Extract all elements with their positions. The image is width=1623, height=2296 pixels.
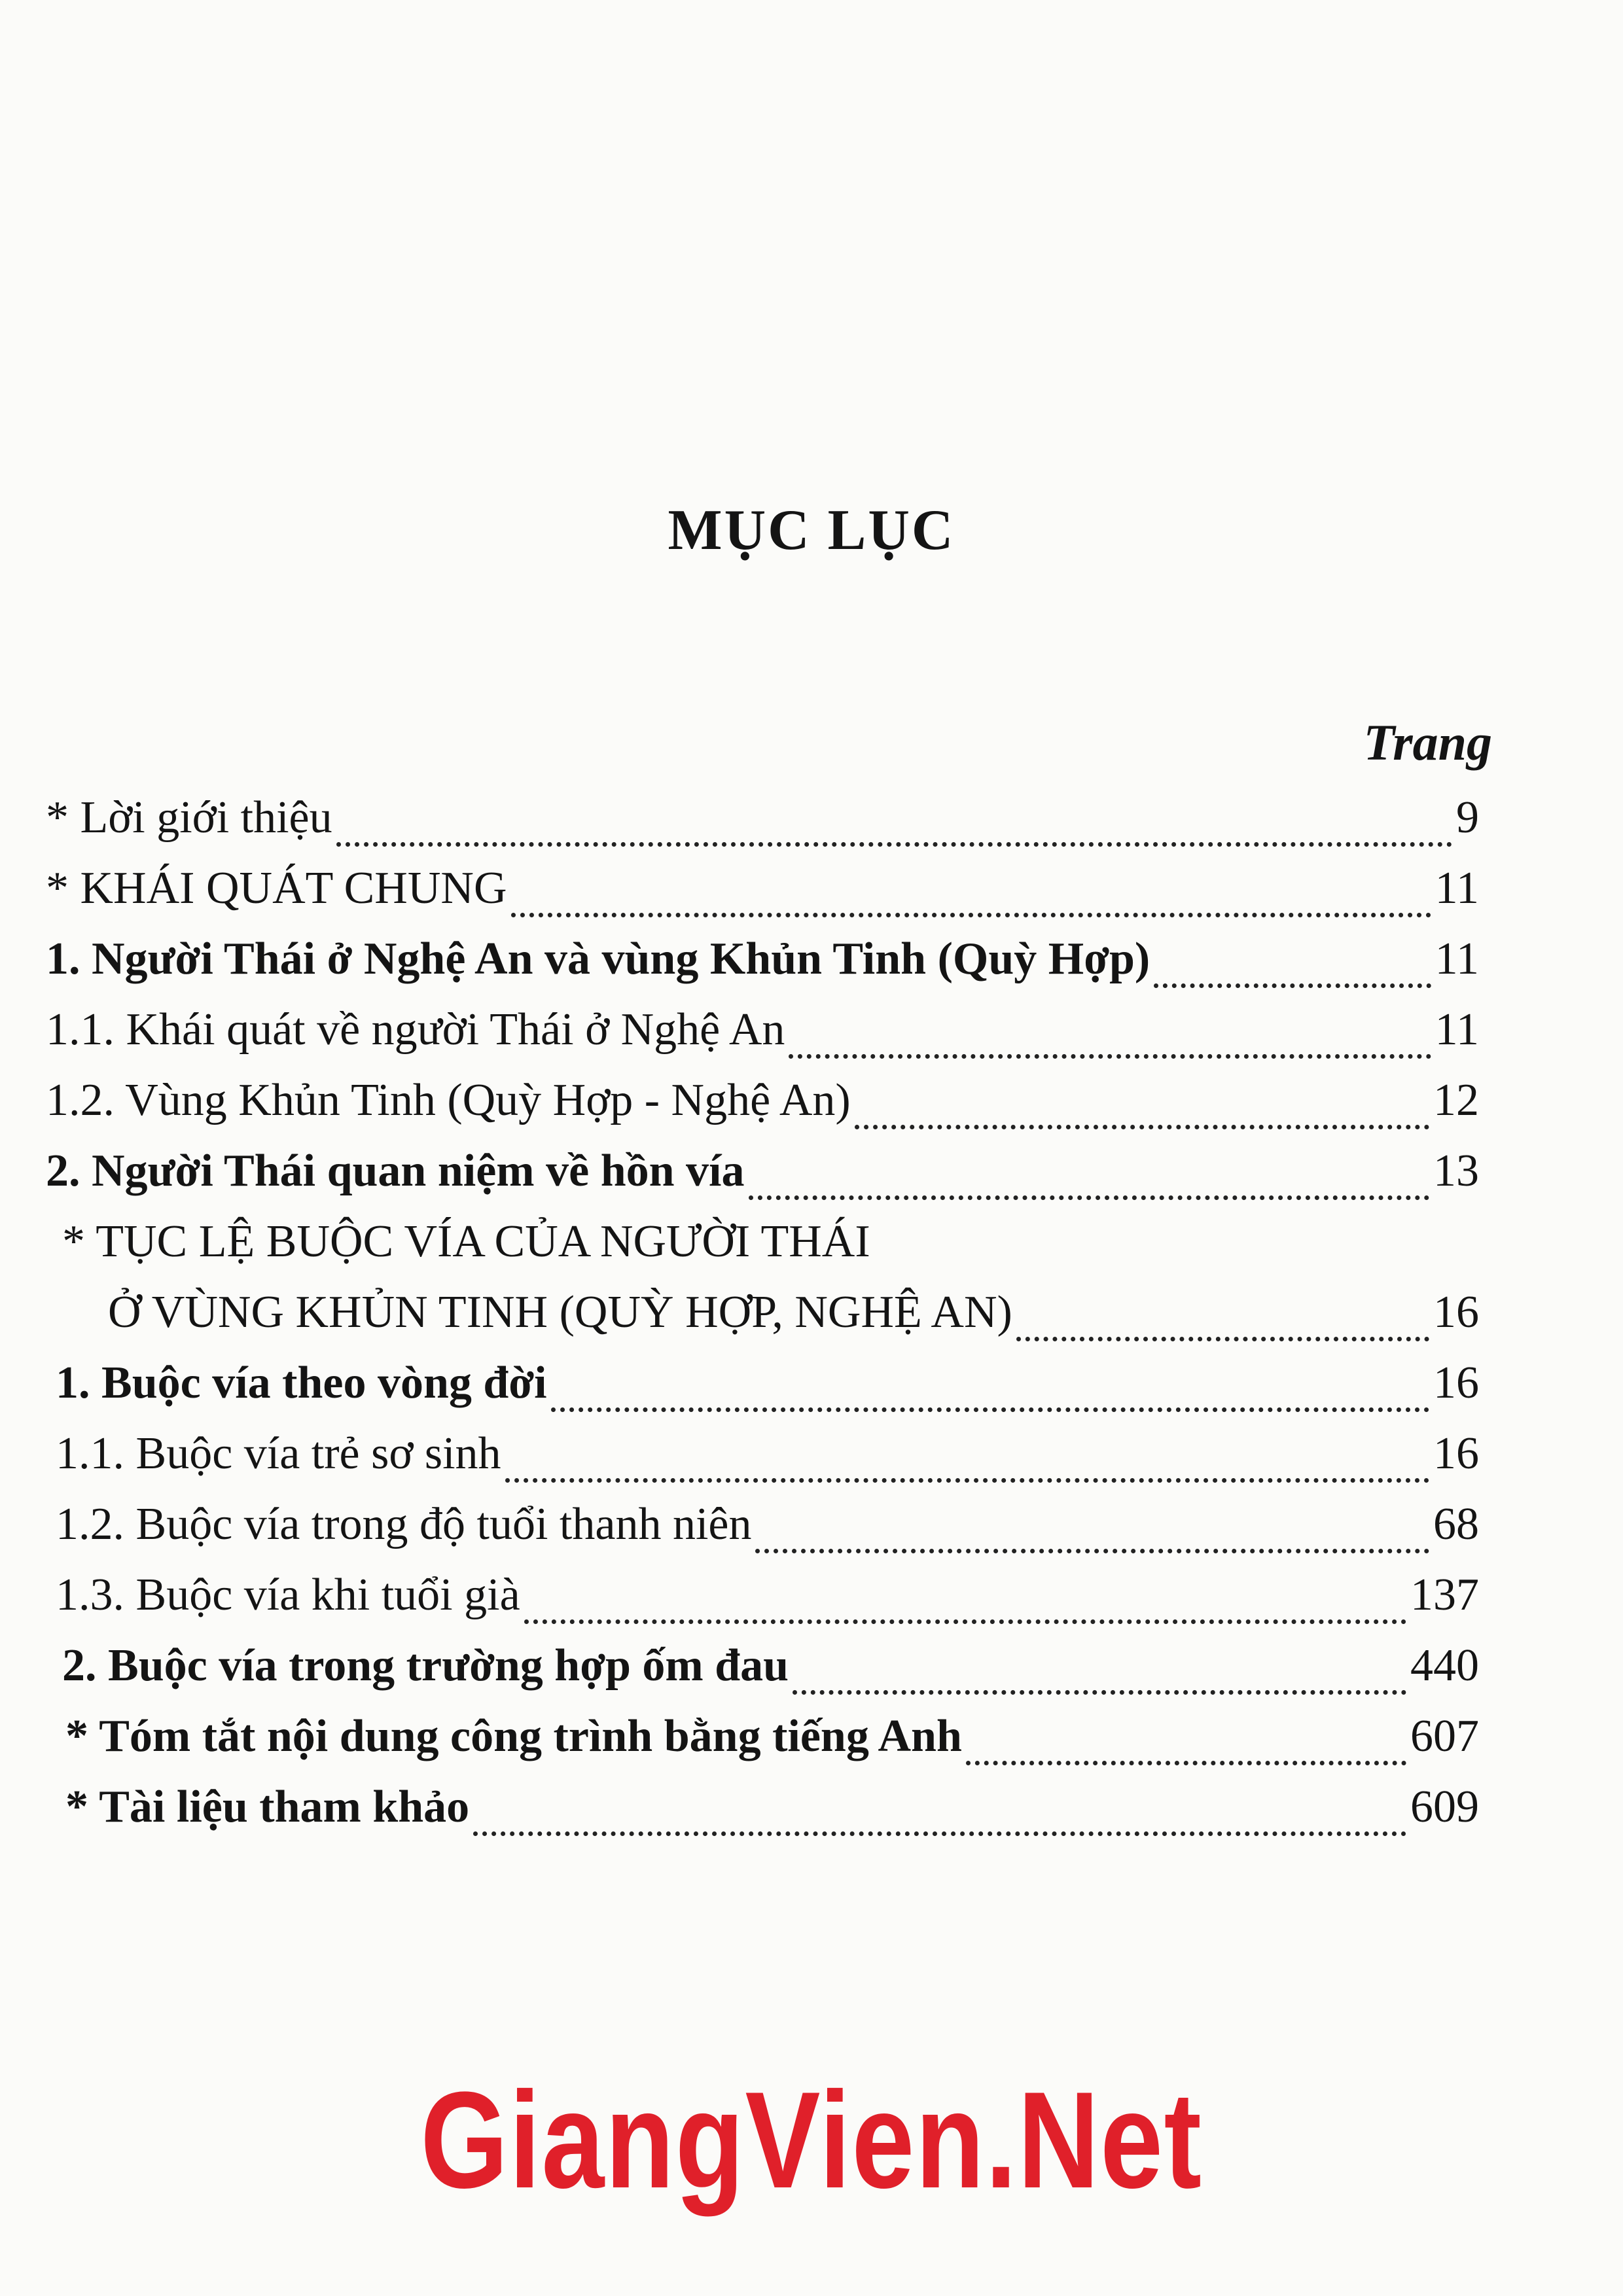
toc-entry — [46, 1640, 1479, 1710]
toc-entry — [46, 792, 1479, 862]
toc-entry-label: 2. Người Thái quan niệm về hồn vía — [46, 1146, 745, 1196]
toc-entry-label: * Lời giới thiệu — [46, 792, 332, 843]
toc-entry-heading-line1 — [46, 1216, 1479, 1286]
toc-entry — [46, 1781, 1479, 1852]
toc-entry-label: 1.2. Vùng Khủn Tinh (Quỳ Hợp - Nghệ An) — [46, 1075, 851, 1125]
dot-leader — [966, 1761, 1406, 1765]
toc-entry — [46, 1498, 1479, 1569]
toc-entry-label: * Tài liệu tham khảo — [65, 1782, 470, 1832]
dot-leader — [789, 1054, 1431, 1059]
dot-leader — [755, 1549, 1429, 1553]
dot-leader — [1154, 983, 1431, 988]
toc-entry — [46, 1428, 1479, 1498]
toc-entry-page: 609 — [1410, 1782, 1479, 1832]
toc-entry-label: 1. Người Thái ở Nghệ An và vùng Khủn Tinh (Quỳ Hợp) — [46, 934, 1150, 984]
dot-leader — [336, 842, 1452, 847]
toc-entry-label: * KHÁI QUÁT CHUNG — [46, 863, 507, 913]
toc-entry — [46, 862, 1479, 933]
toc-entry — [46, 1710, 1479, 1781]
toc-entry — [46, 1145, 1479, 1216]
dot-leader — [524, 1619, 1406, 1624]
watermark-text: GiangVien.Net — [420, 2063, 1203, 2217]
dot-leader — [551, 1407, 1429, 1412]
toc-entry-page: 137 — [1410, 1570, 1479, 1620]
dot-leader — [749, 1195, 1430, 1200]
toc-entry — [46, 1004, 1479, 1074]
toc-entry — [46, 1074, 1479, 1145]
toc-entry-label: 2. Buộc vía trong trường hợp ốm đau — [62, 1640, 789, 1691]
toc-entry-label: 1.2. Buộc vía trong độ tuổi thanh niên — [56, 1499, 752, 1549]
toc-entry-label: 1. Buộc vía theo vòng đời — [56, 1358, 547, 1408]
toc-entry-label: 1.1. Buộc vía trẻ sơ sinh — [56, 1428, 501, 1479]
toc-entry-page: 11 — [1435, 863, 1479, 913]
toc-entry-page: 12 — [1433, 1075, 1479, 1125]
toc-entry-label: 1.1. Khái quát về người Thái ở Nghệ An — [46, 1004, 785, 1055]
toc-entry-label: 1.3. Buộc vía khi tuổi già — [56, 1570, 520, 1620]
page-column-label: Trang — [1363, 714, 1492, 771]
toc-entry — [46, 1357, 1479, 1428]
toc-entry-page: 13 — [1433, 1146, 1479, 1196]
dot-leader — [1016, 1337, 1429, 1341]
toc-entry-page: 11 — [1435, 934, 1479, 984]
toc-entry — [46, 933, 1479, 1004]
toc-entry-page: 16 — [1433, 1358, 1479, 1408]
toc-entry-heading-line2 — [46, 1286, 1479, 1357]
toc-entry-label: * TỤC LỆ BUỘC VÍA CỦA NGƯỜI THÁI — [62, 1216, 870, 1267]
table-of-contents — [46, 792, 1479, 1852]
toc-entry-page: 9 — [1456, 792, 1479, 843]
dot-leader — [511, 913, 1431, 917]
toc-entry-page: 11 — [1435, 1004, 1479, 1055]
dot-leader — [473, 1831, 1406, 1836]
toc-entry-label-line2: Ở VÙNG KHỦN TINH (QUỲ HỢP, NGHỆ AN) — [108, 1287, 1012, 1337]
dot-leader — [855, 1125, 1429, 1129]
toc-entry-page: 440 — [1410, 1640, 1479, 1691]
toc-entry — [46, 1569, 1479, 1640]
toc-entry-page: 607 — [1410, 1711, 1479, 1761]
dot-leader — [793, 1690, 1406, 1695]
dot-leader — [505, 1478, 1429, 1483]
toc-entry-page: 68 — [1433, 1499, 1479, 1549]
toc-entry-page: 16 — [1433, 1428, 1479, 1479]
page-title: MỤC LỤC — [668, 499, 955, 562]
toc-entry-page: 16 — [1433, 1287, 1479, 1337]
toc-entry-label: * Tóm tắt nội dung công trình bằng tiếng Anh — [65, 1711, 962, 1761]
